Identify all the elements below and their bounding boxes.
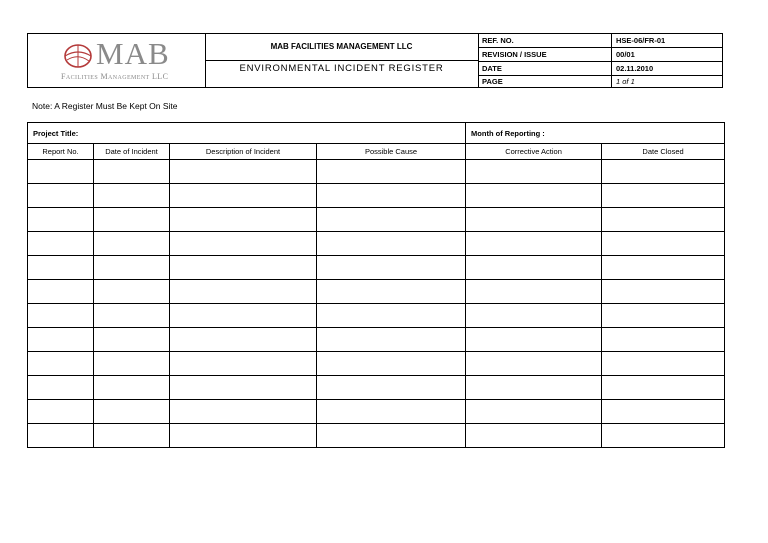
table-row [28, 208, 725, 232]
meta-row-date [479, 62, 723, 76]
table-cell[interactable] [28, 400, 94, 424]
table-cell[interactable] [170, 232, 317, 256]
table-cell[interactable] [28, 256, 94, 280]
table-cell[interactable] [94, 424, 170, 448]
table-cell[interactable] [28, 352, 94, 376]
table-cell[interactable] [602, 184, 725, 208]
meta-value: HSE-06/FR-01 [616, 36, 666, 45]
table-cell[interactable] [28, 160, 94, 184]
column-header: Date of Incident [94, 144, 170, 160]
table-cell[interactable] [317, 424, 466, 448]
table-row [28, 352, 725, 376]
table-cell[interactable] [602, 328, 725, 352]
table-cell[interactable] [317, 280, 466, 304]
table-cell[interactable] [317, 232, 466, 256]
incident-register-table [27, 122, 725, 448]
table-row [28, 232, 725, 256]
table-cell[interactable] [28, 280, 94, 304]
table-cell[interactable] [466, 208, 602, 232]
table-row [28, 376, 725, 400]
table-cell[interactable] [466, 256, 602, 280]
table-cell[interactable] [466, 184, 602, 208]
table-row [28, 304, 725, 328]
table-cell[interactable] [317, 376, 466, 400]
meta-key: REVISION / ISSUE [479, 48, 612, 61]
table-cell[interactable] [94, 280, 170, 304]
table-cell[interactable] [28, 328, 94, 352]
column-header: Description of Incident [170, 144, 317, 160]
month-of-reporting-label: Month of Reporting : [466, 123, 725, 144]
table-row [28, 256, 725, 280]
table-cell[interactable] [170, 352, 317, 376]
table-cell[interactable] [602, 352, 725, 376]
table-row [28, 160, 725, 184]
table-cell[interactable] [170, 424, 317, 448]
company-name: MAB FACILITIES MANAGEMENT LLC [205, 34, 479, 61]
meta-key: REF. NO. [479, 34, 612, 47]
table-cell[interactable] [94, 208, 170, 232]
meta-value: 02.11.2010 [616, 64, 654, 73]
table-cell[interactable] [170, 160, 317, 184]
table-cell[interactable] [94, 256, 170, 280]
table-cell[interactable] [466, 304, 602, 328]
table-cell[interactable] [94, 304, 170, 328]
table-cell[interactable] [170, 280, 317, 304]
meta-key: DATE [479, 62, 612, 75]
column-header: Report No. [28, 144, 94, 160]
table-cell[interactable] [602, 208, 725, 232]
meta-key: PAGE [479, 75, 612, 88]
table-cell[interactable] [317, 184, 466, 208]
table-cell[interactable] [28, 376, 94, 400]
table-cell[interactable] [170, 400, 317, 424]
logo-subtext: Facilities Management LLC [61, 72, 169, 81]
table-row [28, 280, 725, 304]
table-cell[interactable] [170, 376, 317, 400]
table-info-row [28, 123, 725, 144]
globe-logo-icon [63, 42, 93, 70]
table-cell[interactable] [94, 352, 170, 376]
document-header [27, 33, 723, 88]
table-cell[interactable] [94, 376, 170, 400]
table-cell[interactable] [466, 400, 602, 424]
table-cell[interactable] [317, 160, 466, 184]
table-row [28, 184, 725, 208]
table-cell[interactable] [466, 232, 602, 256]
company-logo [28, 34, 206, 87]
logo-wordmark: MAB [96, 36, 170, 71]
table-cell[interactable] [94, 328, 170, 352]
table-cell[interactable] [28, 424, 94, 448]
meta-value: 00/01 [616, 50, 635, 59]
table-cell[interactable] [317, 352, 466, 376]
table-cell[interactable] [602, 280, 725, 304]
table-cell[interactable] [170, 256, 317, 280]
table-cell[interactable] [602, 304, 725, 328]
table-cell[interactable] [466, 328, 602, 352]
table-cell[interactable] [602, 400, 725, 424]
register-note: Note: A Register Must Be Kept On Site [32, 101, 178, 111]
table-cell[interactable] [317, 304, 466, 328]
table-cell[interactable] [602, 232, 725, 256]
table-row [28, 328, 725, 352]
table-cell[interactable] [466, 352, 602, 376]
table-cell[interactable] [466, 376, 602, 400]
column-header: Date Closed [602, 144, 725, 160]
table-cell[interactable] [170, 304, 317, 328]
table-cell[interactable] [94, 160, 170, 184]
table-cell[interactable] [602, 160, 725, 184]
table-cell[interactable] [170, 184, 317, 208]
table-row [28, 400, 725, 424]
table-cell[interactable] [602, 424, 725, 448]
meta-value: 1 of 1 [616, 77, 635, 86]
table-header-row [28, 144, 725, 160]
table-cell[interactable] [170, 208, 317, 232]
meta-row-page [479, 75, 723, 88]
column-header: Corrective Action [466, 144, 602, 160]
column-header: Possible Cause [317, 144, 466, 160]
table-cell[interactable] [94, 400, 170, 424]
meta-row-ref-no [479, 34, 723, 48]
table-cell[interactable] [466, 160, 602, 184]
table-cell[interactable] [170, 328, 317, 352]
table-cell[interactable] [28, 304, 94, 328]
table-cell[interactable] [28, 208, 94, 232]
register-title: ENVIRONMENTAL INCIDENT REGISTER [205, 61, 479, 87]
table-cell[interactable] [317, 328, 466, 352]
table-cell[interactable] [317, 208, 466, 232]
table-row [28, 424, 725, 448]
table-cell[interactable] [94, 184, 170, 208]
table-cell[interactable] [317, 256, 466, 280]
table-cell[interactable] [466, 424, 602, 448]
project-title-label: Project Title: [28, 123, 466, 144]
table-body [28, 160, 725, 448]
table-cell[interactable] [602, 376, 725, 400]
table-cell[interactable] [28, 232, 94, 256]
table-cell[interactable] [602, 256, 725, 280]
table-cell[interactable] [466, 280, 602, 304]
table-cell[interactable] [28, 184, 94, 208]
meta-row-revision [479, 48, 723, 62]
table-cell[interactable] [94, 232, 170, 256]
table-cell[interactable] [317, 400, 466, 424]
